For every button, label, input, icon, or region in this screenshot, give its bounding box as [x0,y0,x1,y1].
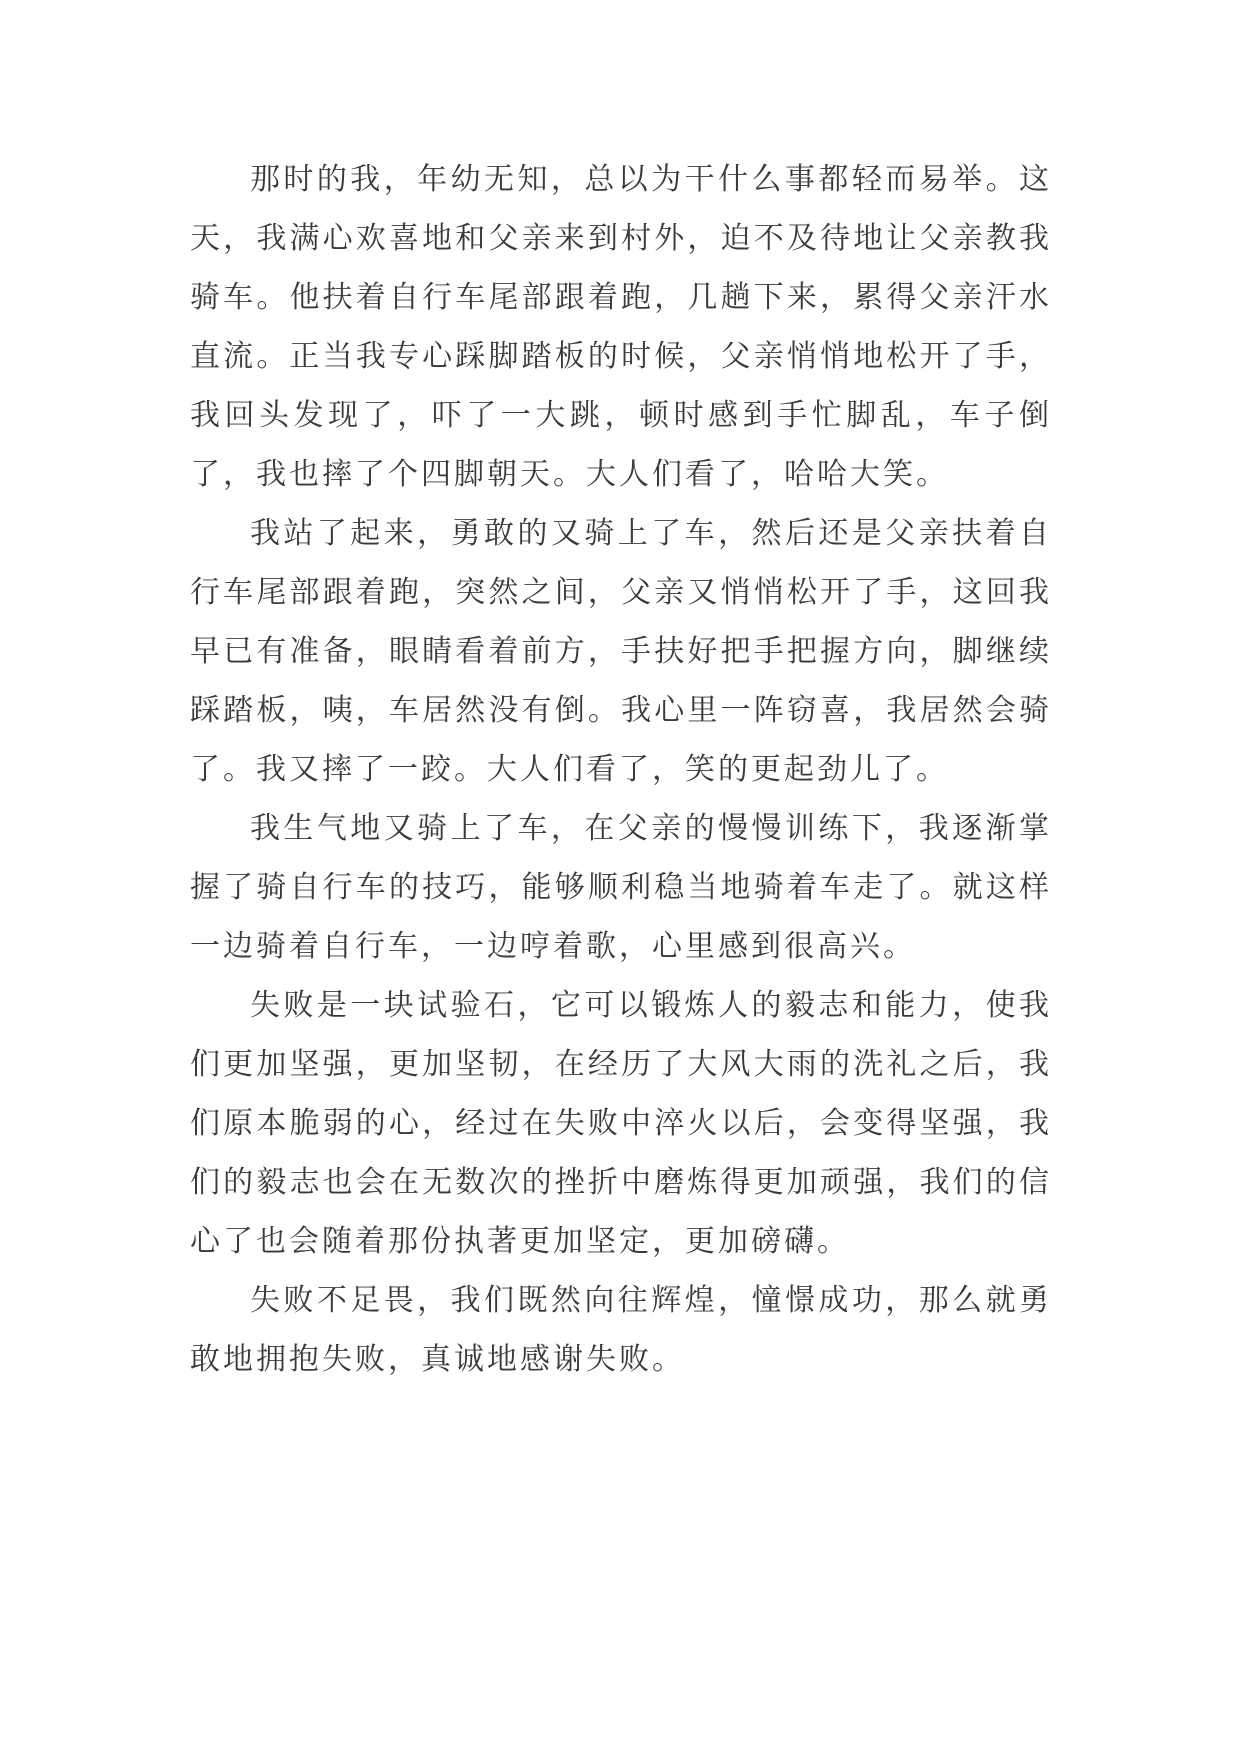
paragraph-2: 我站了起来，勇敢的又骑上了车，然后还是父亲扶着自行车尾部跟着跑，突然之间，父亲又悄悄松开了手，这回我早已有准备，眼睛看着前方，手扶好把手把握方向，脚继续踩踏板，咦，车居然没有倒。我心里一阵窃喜，我居然会骑了。我又摔了一跤。大人们看了，笑的更起劲儿了。 [190,516,1052,787]
paragraph-5: 失败不足畏，我们既然向往辉煌，憧憬成功，那么就勇敢地拥抱失败，真诚地感谢失败。 [190,1283,1052,1377]
document-body [190,150,1052,1389]
paragraph-1: 那时的我，年幼无知，总以为干什么事都轻而易举。这天，我满心欢喜地和父亲来到村外，迫不及待地让父亲教我骑车。他扶着自行车尾部跟着跑，几趟下来，累得父亲汗水直流。正当我专心踩脚踏板的时候，父亲悄悄地松开了手，我回头发现了，吓了一大跳，顿时感到手忙脚乱，车子倒了，我也摔了个四脚朝天。大人们看了，哈哈大笑。 [190,162,1052,492]
paragraph-4: 失败是一块试验石，它可以锻炼人的毅志和能力，使我们更加坚强，更加坚韧，在经历了大风大雨的洗礼之后，我们原本脆弱的心，经过在失败中淬火以后，会变得坚强，我们的毅志也会在无数次的挫折中磨炼得更加顽强，我们的信心了也会随着那份执著更加坚定，更加磅礴。 [190,988,1052,1259]
paragraph-3: 我生气地又骑上了车，在父亲的慢慢训练下，我逐渐掌握了骑自行车的技巧，能够顺利稳当地骑着车走了。就这样一边骑着自行车，一边哼着歌，心里感到很高兴。 [190,811,1052,964]
